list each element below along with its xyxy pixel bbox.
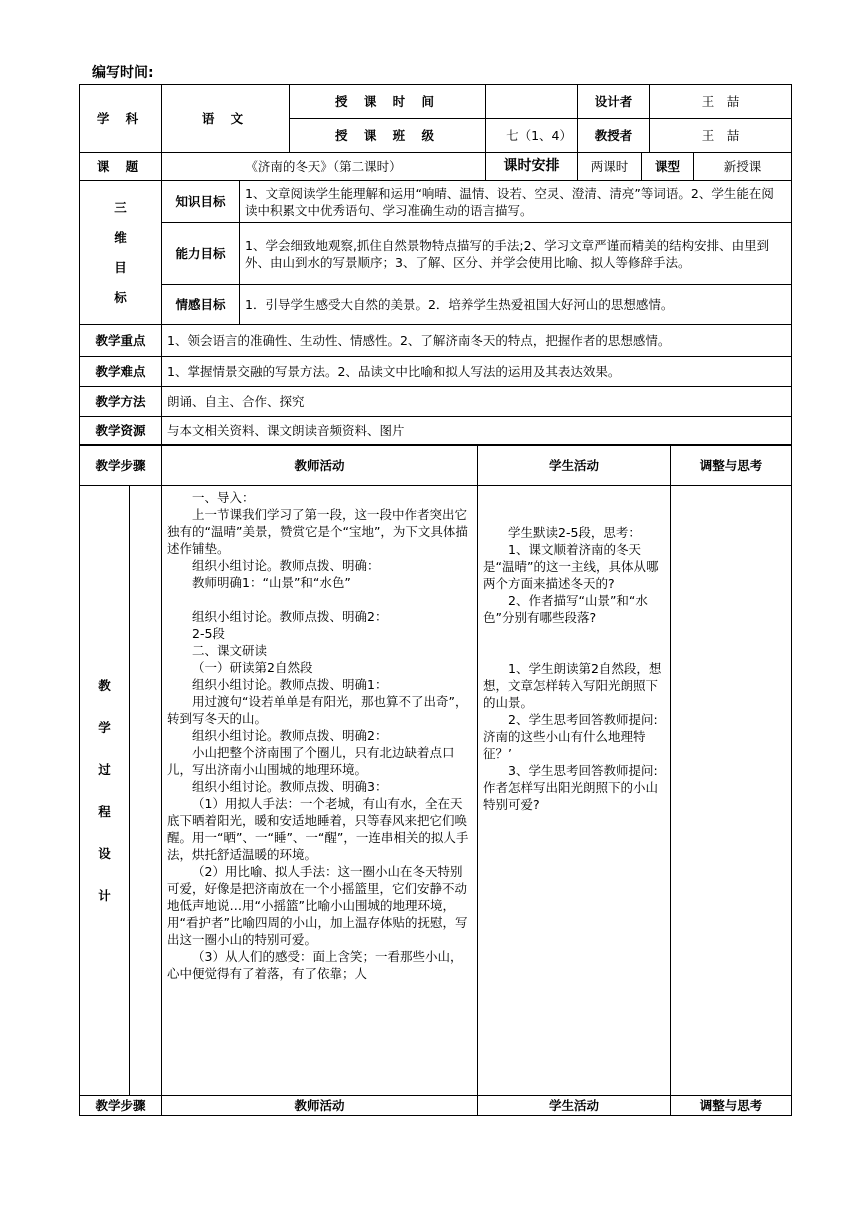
process-label-char: 计: [98, 887, 111, 903]
lesson-time-label: 授 课 时 间: [290, 85, 486, 119]
teacher-line: 教师明确1：“山景”和“水色”: [192, 575, 351, 590]
teacher-line: 二、课文研读: [192, 643, 268, 658]
teacher-line: （一）研读第2自然段: [192, 660, 313, 675]
goals-label-char: 标: [114, 289, 127, 305]
goals-label-char: 维: [114, 229, 127, 245]
lesson-type-label: 课型: [642, 153, 694, 181]
goals-label-char: 目: [114, 259, 127, 275]
process-label-char: 教: [98, 677, 111, 693]
process-label-char: 学: [98, 719, 111, 735]
teacher-line: 组织小组讨论。教师点拨、明确：: [192, 558, 380, 573]
footer-steps-header: 教学步骤: [80, 1096, 162, 1116]
goals-label-char: 三: [114, 199, 127, 215]
teaching-method-text: 朗诵、自主、合作、探究: [162, 387, 792, 417]
teacher-line: 2-5段: [192, 626, 225, 641]
adjust-cell: [671, 486, 792, 1096]
teaching-resource-label: 教学资源: [80, 417, 162, 445]
three-dimension-goals-label: [80, 181, 162, 325]
teaching-rows-table: [79, 324, 792, 445]
student-line: 2、作者描写“山景”和“水色”分别有哪些段落?: [483, 593, 648, 625]
subject-label: 学 科: [80, 85, 162, 153]
designer-label: 设计者: [578, 85, 650, 119]
steps-header: 教学步骤: [80, 446, 162, 486]
written-time-label: 编写时间:: [92, 65, 154, 81]
teacher-line: [167, 591, 472, 608]
teacher-label: 教授者: [578, 119, 650, 153]
teacher-line: 组织小组讨论。教师点拨、明确1：: [192, 677, 388, 692]
footer-student-header: 学生活动: [478, 1096, 671, 1116]
teacher-line: 用过渡句“设若单单是有阳光，那也算不了出奇”，转到写冬天的山。: [167, 694, 468, 726]
teacher-line: 小山把整个济南围了个圈儿，只有北边缺着点口儿，写出济南小山围城的地理环境。: [167, 745, 455, 777]
emotion-goal-text: 1．引导学生感受大自然的美景。2．培养学生热爱祖国大好河山的思想感情。: [240, 285, 792, 325]
subject-value: 语 文: [162, 85, 290, 153]
key-points-text: 1、领会语言的准确性、生动性、情感性。2、了解济南冬天的特点，把握作者的思想感情。: [162, 325, 792, 357]
process-label-char: 程: [98, 803, 111, 819]
key-points-label: 教学重点: [80, 325, 162, 357]
process-label-char: 过: [98, 761, 111, 777]
emotion-goal-label: 情感目标: [162, 285, 240, 325]
footer-adjust-header: 调整与思考: [671, 1096, 792, 1116]
goals-table: [79, 180, 792, 325]
knowledge-goal-text: 1、文章阅读学生能理解和运用“响晴、温情、设若、空灵、澄清、清亮”等词语。2、学生能在阅读中积累文中优秀语句、学习准确生动的语言描写。: [240, 181, 792, 223]
adjust-header: 调整与思考: [671, 446, 792, 486]
lesson-class-value: 七（1、4）: [486, 119, 578, 153]
lesson-class-label: 授 课 班 级: [290, 119, 486, 153]
teacher-activity-cell: [162, 486, 478, 1096]
student-activity-cell: [478, 486, 671, 1096]
process-label-char: 设: [98, 845, 111, 861]
student-line: 学生默读2-5段，思考：: [508, 525, 641, 540]
ability-goal-label: 能力目标: [162, 223, 240, 285]
schedule-value: 两课时: [578, 153, 642, 181]
teaching-method-label: 教学方法: [80, 387, 162, 417]
lesson-type-value: 新授课: [694, 153, 792, 181]
ability-goal-text: 1、学会细致地观察,抓住自然景物特点描写的手法;2、学习文章严谨而精美的结构安排、由里到外、由山到水的写景顺序；3、了解、区分、并学会使用比喻、拟人等修辞手法。: [240, 223, 792, 285]
topic-table: [79, 152, 792, 181]
topic-value: 《济南的冬天》（第二课时）: [162, 153, 486, 181]
process-design-label: [80, 486, 130, 1096]
lesson-time-value: [486, 85, 578, 119]
lesson-info-table: [79, 84, 792, 153]
difficult-points-label: 教学难点: [80, 357, 162, 387]
student-line: 1、学生朗读第2自然段，想想，文章怎样转入写阳光朗照下的山景。: [483, 661, 662, 710]
student-line: 3、学生思考回答教师提问:作者怎样写出阳光朗照下的小山特别可爱?: [483, 763, 659, 812]
difficult-points-text: 1、掌握情景交融的写景方法。2、品读文中比喻和拟人写法的运用及其表达效果。: [162, 357, 792, 387]
teacher-line: 组织小组讨论。教师点拨、明确3：: [192, 779, 388, 794]
teacher-line: 组织小组讨论。教师点拨、明确2：: [192, 609, 388, 624]
process-sub-column: [130, 486, 162, 1096]
teaching-resource-text: 与本文相关资料、课文朗读音频资料、图片: [162, 417, 792, 445]
schedule-label: 课时安排: [486, 153, 578, 181]
teacher-line: 上一节课我们学习了第一段，这一段中作者突出它独有的“温晴”美景，赞赏它是个“宝地”，为下文具体描述作铺垫。: [167, 507, 468, 556]
topic-label: 课 题: [80, 153, 162, 181]
student-line: 2、学生思考回答教师提问:济南的这些小山有什么地理特征？’: [483, 712, 658, 761]
student-line: [483, 626, 665, 660]
knowledge-goal-label: 知识目标: [162, 181, 240, 223]
teacher-line: （1）用拟人手法：一个老城，有山有水，全在天底下晒着阳光，暖和安适地睡着，只等春风来把它们唤醒。用一“晒”、一“睡”、一“醒”，一连串相关的拟人手法，烘托舒适温暖的环境。: [167, 796, 469, 862]
teacher-line: 一、导入：: [192, 490, 255, 505]
student-line: 1、课文顺着济南的冬天是“温晴”的这一主线，具体从哪两个方面来描述冬天的?: [483, 542, 659, 591]
teacher-line: （3）从人们的感受：面上含笑；一看那些小山，心中便觉得有了着落，有了依靠；人: [167, 949, 463, 981]
teacher-activity-header: 教师活动: [162, 446, 478, 486]
teacher-line: 组织小组讨论。教师点拨、明确2：: [192, 728, 388, 743]
designer-value: 王 喆: [650, 85, 792, 119]
teacher-line: （2）用比喻、拟人手法：这一圈小山在冬天特别可爱，好像是把济南放在一个小摇篮里，它们安静不动地低声地说…用“小摇篮”比喻小山围城的地理环境，用“看护者”比喻四周的小山，加上温存体贴的抚慰，写出这一圈小山的特别可爱。: [167, 864, 468, 947]
footer-teacher-header: 教师活动: [162, 1096, 478, 1116]
teaching-steps-table: [79, 445, 792, 1116]
teacher-value: 王 喆: [650, 119, 792, 153]
student-activity-header: 学生活动: [478, 446, 671, 486]
